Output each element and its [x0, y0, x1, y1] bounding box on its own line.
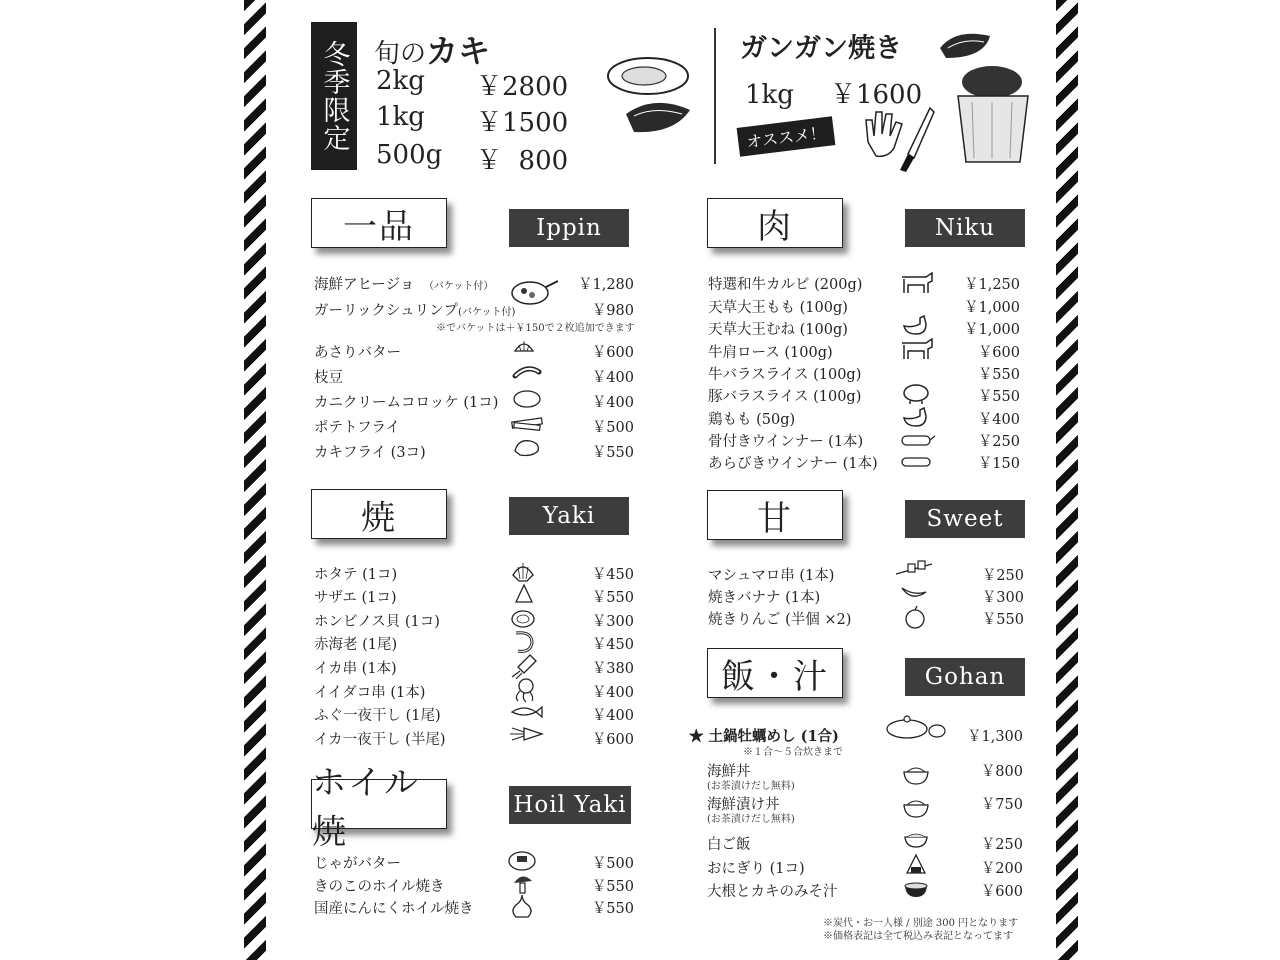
list-item: 大根とカキのみそ汁 ￥600 [707, 880, 1027, 902]
list-item: ガーリックシュリンプ(バケット付) ￥980 [314, 299, 634, 321]
list-item: カキフライ (3コ) ￥550 [314, 441, 634, 463]
list-item: 天草大王むね (100g) ￥1,000 [708, 318, 1026, 340]
list-item: カニクリームコロッケ (1コ) ￥400 [314, 391, 634, 413]
yaki-jp-header: 焼 [311, 489, 447, 539]
list-item: 焼きバナナ (1本) ￥300 [708, 586, 1026, 608]
fish-icon [508, 700, 544, 722]
chicken-icon [900, 404, 930, 430]
list-item: きのこのホイル焼き ￥550 [314, 875, 634, 897]
list-item: 天草大王もも (100g) ￥1,000 [708, 300, 1020, 316]
list-item: 鶏もも (50g) ￥400 [708, 408, 1026, 430]
list-item: 海鮮漬け丼 ￥750 [707, 793, 1027, 815]
glove-knife-icon [860, 102, 940, 172]
list-item: 枝豆 ￥400 [314, 366, 634, 388]
bucket-icon [950, 62, 1036, 166]
niku-jp-header: 肉 [707, 198, 843, 248]
list-item: ふぐ一夜干し (1尾) ￥400 [314, 704, 634, 726]
gangan-price-row: 1kg ￥1600 [745, 80, 923, 110]
list-item: ホンビノス貝 (1コ) ￥300 [314, 610, 634, 632]
list-item: 牛バラスライス (100g) ￥550 [708, 367, 1020, 383]
edamame-icon [512, 362, 542, 384]
list-item: あらびきウインナー (1本) ￥150 [708, 452, 1026, 474]
list-item: 海鮮アヒージョ （バケット付） ￥1,280 [314, 273, 634, 295]
list-item: 海鮮丼 ￥800 [707, 760, 1027, 782]
garlic-icon [508, 893, 536, 919]
oyster-price-row: 2kg ￥2800 [376, 66, 569, 102]
baguette-note: ※でバケットは＋￥150で２枚追加できます [436, 323, 635, 334]
marshmallow-skewer-icon [894, 558, 934, 580]
cow-icon [898, 337, 934, 363]
list-item: 白ご飯 ￥250 [707, 833, 1027, 855]
squid-icon [510, 653, 538, 679]
cow-icon [898, 271, 934, 297]
clam-icon [510, 606, 536, 630]
sweet-en-header: Sweet [905, 500, 1025, 538]
potato-icon [506, 848, 538, 872]
hoil-en-header: Hoil Yaki [509, 786, 631, 824]
list-item: 赤海老 (1尾) ￥450 [314, 633, 634, 655]
ippin-jp-header: 一品 [311, 198, 447, 248]
footer-note: ※価格表記は全て税込み表記となってます [823, 931, 1013, 942]
scallop-icon [510, 559, 536, 583]
mushroom-icon [508, 871, 536, 895]
recommended-badge: オススメ！ [737, 116, 836, 156]
item-subnote: ※１合～５合炊きまで [743, 747, 843, 758]
turban-shell-icon [512, 582, 536, 606]
list-item: 特選和牛カルビ (200g) ￥1,250 [708, 273, 1026, 295]
list-item: 骨付きウインナー (1本) ￥250 [708, 430, 1026, 452]
miso-soup-icon [903, 876, 929, 900]
apple-icon [902, 604, 928, 630]
shrimp-icon [510, 629, 538, 655]
left-stripe-border [244, 0, 266, 960]
footer-note: ※炭代・お一人様 / 別途 300 円となります [823, 918, 1019, 929]
chicken-icon [900, 312, 930, 338]
list-item: サザエ (1コ) ￥550 [314, 586, 634, 608]
onigiri-icon [905, 853, 927, 877]
item-subnote: (お茶漬けだし無料) [707, 781, 795, 792]
fries-icon [510, 412, 544, 434]
list-item: ★ 土鍋牡蠣めし (1合) ￥1,300 [689, 725, 1027, 747]
clay-pot-icon [885, 713, 949, 743]
item-subnote: (お茶漬けだし無料) [707, 814, 795, 825]
gangan-yaki-title: ガンガン焼き [740, 33, 902, 64]
dried-squid-icon [508, 724, 544, 746]
oyster-shell-icon [604, 54, 694, 138]
pig-icon [900, 381, 932, 405]
list-item: おにぎり (1コ) ￥200 [707, 857, 1027, 879]
oyster-icon [936, 28, 992, 62]
right-stripe-border [1056, 0, 1078, 960]
sweet-jp-header: 甘 [707, 490, 843, 540]
list-item: マシュマロ串 (1本) ￥250 [708, 564, 1026, 586]
niku-en-header: Niku [905, 209, 1025, 247]
list-item: イイダコ串 (1本) ￥400 [314, 681, 634, 703]
list-item: じゃがバター ￥500 [314, 852, 634, 874]
fried-oyster-icon [512, 437, 542, 459]
winter-limited-label: 冬季限定 [311, 22, 357, 170]
bowl-icon [901, 795, 931, 819]
list-item: ホタテ (1コ) ￥450 [314, 563, 634, 585]
list-item: あさりバター ￥600 [314, 341, 634, 363]
oyster-price-row: 500g ￥ 800 [376, 140, 569, 176]
list-item: 牛肩ロース (100g) ￥600 [708, 341, 1026, 363]
list-item: イカ串 (1本) ￥380 [314, 657, 634, 679]
banana-icon [898, 582, 930, 604]
item-name: 海鮮アヒージョ （バケット付） [314, 277, 494, 293]
seasonal-oyster-title: 旬のカキ [374, 32, 491, 70]
oyster-price-row: 1kg ￥1500 [376, 102, 569, 138]
rice-bowl-icon [903, 829, 929, 851]
banner-divider [714, 28, 716, 164]
list-item: 焼きりんご (半個 ×2) ￥550 [708, 608, 1026, 630]
ippin-en-header: Ippin [509, 209, 629, 247]
list-item: ポテトフライ ￥500 [314, 416, 634, 438]
sausage-icon [900, 452, 936, 472]
sausage-icon [900, 430, 936, 450]
croquette-icon [512, 387, 542, 409]
item-name: ガーリックシュリンプ(バケット付) [314, 303, 516, 319]
bowl-icon [901, 762, 931, 786]
clam-icon [512, 337, 536, 359]
gohan-en-header: Gohan [905, 658, 1025, 696]
list-item: イカ一夜干し (半尾) ￥600 [314, 728, 634, 750]
hoil-jp-header: ホイル焼 [311, 779, 447, 829]
list-item: 豚バラスライス (100g) ￥550 [708, 385, 1026, 407]
yaki-en-header: Yaki [509, 497, 629, 535]
gohan-jp-header: 飯・汁 [707, 648, 843, 698]
list-item: 国産にんにくホイル焼き ￥550 [314, 897, 634, 919]
